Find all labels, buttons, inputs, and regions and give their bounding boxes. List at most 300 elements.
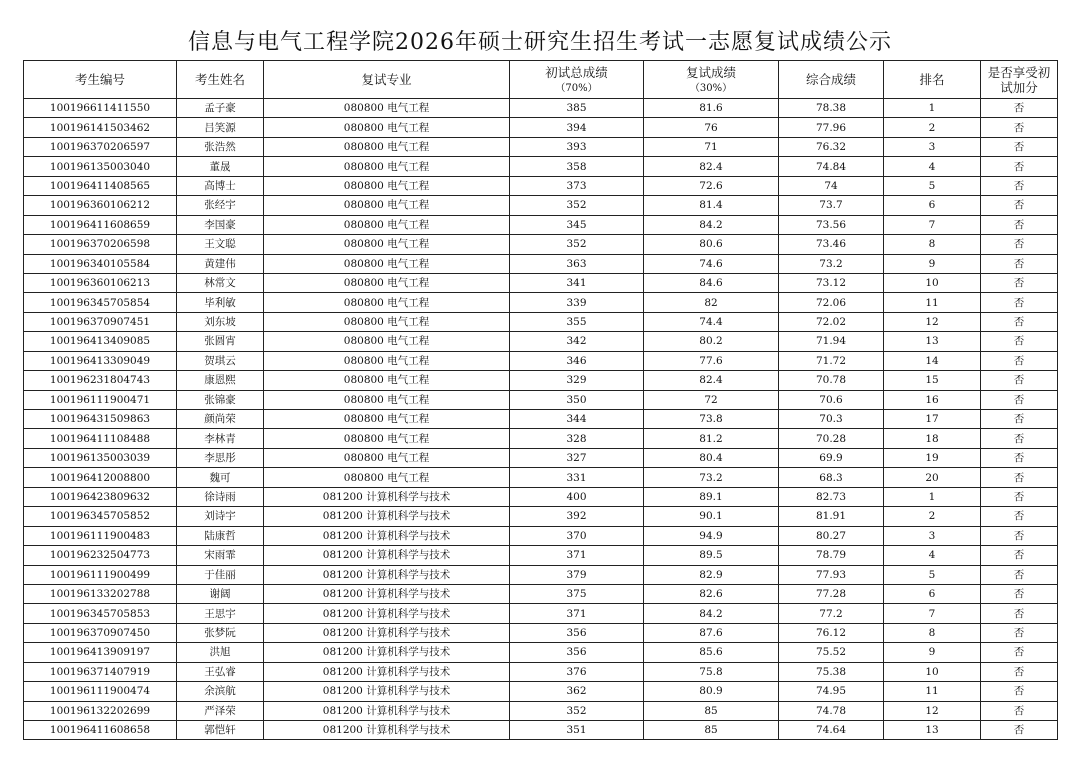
cell-rank: 7 xyxy=(884,604,981,623)
cell-total-score: 77.93 xyxy=(779,565,884,584)
cell-bonus: 否 xyxy=(981,157,1058,176)
cell-name: 张经宇 xyxy=(177,196,264,215)
header-row xyxy=(24,61,1058,99)
cell-name: 洪旭 xyxy=(177,643,264,662)
cell-bonus: 否 xyxy=(981,721,1058,740)
cell-rank: 5 xyxy=(884,176,981,195)
cell-rank: 12 xyxy=(884,701,981,720)
cell-retest-score: 73.2 xyxy=(644,468,779,487)
cell-total-score: 76.12 xyxy=(779,623,884,642)
cell-bonus: 否 xyxy=(981,565,1058,584)
cell-initial-score: 352 xyxy=(510,235,644,254)
cell-retest-score: 84.2 xyxy=(644,215,779,234)
cell-major: 080800 电气工程 xyxy=(264,137,510,156)
cell-total-score: 73.46 xyxy=(779,235,884,254)
cell-major: 080800 电气工程 xyxy=(264,99,510,118)
cell-id: 100196370206597 xyxy=(24,137,177,156)
cell-retest-score: 81.4 xyxy=(644,196,779,215)
cell-name: 黄建伟 xyxy=(177,254,264,273)
table-row xyxy=(24,254,1058,273)
table-row xyxy=(24,99,1058,118)
cell-bonus: 否 xyxy=(981,487,1058,506)
cell-name: 于佳丽 xyxy=(177,565,264,584)
cell-name: 张梦阮 xyxy=(177,623,264,642)
cell-retest-score: 80.2 xyxy=(644,332,779,351)
cell-major: 081200 计算机科学与技术 xyxy=(264,546,510,565)
cell-major: 080800 电气工程 xyxy=(264,254,510,273)
header-retest-label: 复试成绩 xyxy=(685,64,736,80)
table-row xyxy=(24,526,1058,545)
cell-retest-score: 82.4 xyxy=(644,371,779,390)
cell-retest-score: 85 xyxy=(644,701,779,720)
cell-major: 080800 电气工程 xyxy=(264,429,510,448)
cell-major: 081200 计算机科学与技术 xyxy=(264,623,510,642)
cell-bonus: 否 xyxy=(981,526,1058,545)
cell-bonus: 否 xyxy=(981,390,1058,409)
score-table xyxy=(23,60,1058,740)
cell-total-score: 74.64 xyxy=(779,721,884,740)
cell-major: 081200 计算机科学与技术 xyxy=(264,701,510,720)
cell-bonus: 否 xyxy=(981,371,1058,390)
cell-total-score: 73.7 xyxy=(779,196,884,215)
cell-bonus: 否 xyxy=(981,604,1058,623)
table-row xyxy=(24,273,1058,292)
cell-retest-score: 71 xyxy=(644,137,779,156)
table-row xyxy=(24,176,1058,195)
cell-name: 谢阔 xyxy=(177,584,264,603)
cell-id: 100196423809632 xyxy=(24,487,177,506)
cell-initial-score: 373 xyxy=(510,176,644,195)
cell-major: 080800 电气工程 xyxy=(264,448,510,467)
header-initial-label: 初试总成绩 xyxy=(545,64,608,80)
cell-name: 王弘睿 xyxy=(177,662,264,681)
cell-rank: 17 xyxy=(884,410,981,429)
cell-total-score: 75.52 xyxy=(779,643,884,662)
cell-bonus: 否 xyxy=(981,662,1058,681)
cell-id: 100196411408565 xyxy=(24,176,177,195)
cell-retest-score: 81.6 xyxy=(644,99,779,118)
cell-rank: 19 xyxy=(884,448,981,467)
cell-name: 徐诗雨 xyxy=(177,487,264,506)
cell-major: 081200 计算机科学与技术 xyxy=(264,604,510,623)
cell-name: 颜尚荣 xyxy=(177,410,264,429)
cell-retest-score: 82.4 xyxy=(644,157,779,176)
table-row xyxy=(24,312,1058,331)
cell-rank: 4 xyxy=(884,546,981,565)
cell-rank: 16 xyxy=(884,390,981,409)
cell-retest-score: 84.2 xyxy=(644,604,779,623)
cell-bonus: 否 xyxy=(981,682,1058,701)
table-row xyxy=(24,584,1058,603)
cell-retest-score: 75.8 xyxy=(644,662,779,681)
cell-total-score: 73.56 xyxy=(779,215,884,234)
cell-rank: 3 xyxy=(884,137,981,156)
cell-name: 王文聪 xyxy=(177,235,264,254)
cell-id: 100196141503462 xyxy=(24,118,177,137)
cell-initial-score: 379 xyxy=(510,565,644,584)
cell-rank: 12 xyxy=(884,312,981,331)
cell-major: 080800 电气工程 xyxy=(264,468,510,487)
cell-retest-score: 90.1 xyxy=(644,507,779,526)
cell-total-score: 72.02 xyxy=(779,312,884,331)
table-row xyxy=(24,448,1058,467)
header-name: 考生姓名 xyxy=(177,61,264,99)
cell-retest-score: 80.6 xyxy=(644,235,779,254)
table-row xyxy=(24,410,1058,429)
cell-total-score: 77.2 xyxy=(779,604,884,623)
header-bonus-label: 是否享受初试加分 xyxy=(987,64,1051,95)
cell-bonus: 否 xyxy=(981,293,1058,312)
cell-rank: 1 xyxy=(884,99,981,118)
cell-retest-score: 94.9 xyxy=(644,526,779,545)
table-row xyxy=(24,196,1058,215)
table-row xyxy=(24,468,1058,487)
cell-id: 100196345705854 xyxy=(24,293,177,312)
cell-retest-score: 76 xyxy=(644,118,779,137)
cell-id: 100196411608658 xyxy=(24,721,177,740)
cell-bonus: 否 xyxy=(981,312,1058,331)
cell-initial-score: 352 xyxy=(510,701,644,720)
cell-major: 081200 计算机科学与技术 xyxy=(264,507,510,526)
cell-total-score: 72.06 xyxy=(779,293,884,312)
cell-id: 100196345705852 xyxy=(24,507,177,526)
cell-initial-score: 346 xyxy=(510,351,644,370)
cell-major: 081200 计算机科学与技术 xyxy=(264,643,510,662)
cell-retest-score: 84.6 xyxy=(644,273,779,292)
cell-name: 郭恺轩 xyxy=(177,721,264,740)
cell-id: 100196371407919 xyxy=(24,662,177,681)
cell-bonus: 否 xyxy=(981,99,1058,118)
cell-id: 100196412008800 xyxy=(24,468,177,487)
cell-retest-score: 82 xyxy=(644,293,779,312)
cell-initial-score: 331 xyxy=(510,468,644,487)
cell-major: 081200 计算机科学与技术 xyxy=(264,662,510,681)
table-row xyxy=(24,623,1058,642)
cell-retest-score: 89.5 xyxy=(644,546,779,565)
cell-major: 080800 电气工程 xyxy=(264,215,510,234)
cell-initial-score: 400 xyxy=(510,487,644,506)
cell-id: 100196111900471 xyxy=(24,390,177,409)
header-initial-weight: （70%） xyxy=(555,82,598,94)
cell-name: 林常文 xyxy=(177,273,264,292)
cell-initial-score: 344 xyxy=(510,410,644,429)
cell-rank: 2 xyxy=(884,507,981,526)
table-row xyxy=(24,701,1058,720)
cell-retest-score: 82.6 xyxy=(644,584,779,603)
cell-rank: 7 xyxy=(884,215,981,234)
cell-name: 王思宇 xyxy=(177,604,264,623)
cell-id: 100196413309049 xyxy=(24,351,177,370)
cell-total-score: 78.79 xyxy=(779,546,884,565)
cell-id: 100196370206598 xyxy=(24,235,177,254)
cell-retest-score: 74.6 xyxy=(644,254,779,273)
cell-total-score: 71.94 xyxy=(779,332,884,351)
cell-major: 081200 计算机科学与技术 xyxy=(264,487,510,506)
table-row xyxy=(24,682,1058,701)
cell-rank: 10 xyxy=(884,662,981,681)
table-row xyxy=(24,215,1058,234)
cell-major: 081200 计算机科学与技术 xyxy=(264,584,510,603)
cell-total-score: 74.95 xyxy=(779,682,884,701)
cell-rank: 4 xyxy=(884,157,981,176)
cell-id: 100196232504773 xyxy=(24,546,177,565)
cell-rank: 3 xyxy=(884,526,981,545)
cell-bonus: 否 xyxy=(981,351,1058,370)
cell-total-score: 71.72 xyxy=(779,351,884,370)
cell-initial-score: 339 xyxy=(510,293,644,312)
cell-bonus: 否 xyxy=(981,332,1058,351)
cell-id: 100196132202699 xyxy=(24,701,177,720)
cell-total-score: 70.78 xyxy=(779,371,884,390)
cell-initial-score: 392 xyxy=(510,507,644,526)
cell-bonus: 否 xyxy=(981,215,1058,234)
cell-rank: 1 xyxy=(884,487,981,506)
cell-major: 080800 电气工程 xyxy=(264,196,510,215)
cell-bonus: 否 xyxy=(981,254,1058,273)
cell-initial-score: 371 xyxy=(510,604,644,623)
table-row xyxy=(24,487,1058,506)
header-rank: 排名 xyxy=(884,61,981,99)
cell-name: 宋雨霏 xyxy=(177,546,264,565)
cell-bonus: 否 xyxy=(981,410,1058,429)
cell-rank: 8 xyxy=(884,235,981,254)
cell-rank: 14 xyxy=(884,351,981,370)
cell-initial-score: 350 xyxy=(510,390,644,409)
cell-total-score: 69.9 xyxy=(779,448,884,467)
cell-bonus: 否 xyxy=(981,623,1058,642)
cell-id: 100196135003040 xyxy=(24,157,177,176)
cell-rank: 18 xyxy=(884,429,981,448)
table-row xyxy=(24,118,1058,137)
cell-rank: 11 xyxy=(884,293,981,312)
cell-total-score: 68.3 xyxy=(779,468,884,487)
cell-name: 刘东坡 xyxy=(177,312,264,331)
cell-initial-score: 356 xyxy=(510,623,644,642)
cell-bonus: 否 xyxy=(981,507,1058,526)
cell-total-score: 73.2 xyxy=(779,254,884,273)
cell-id: 100196411108488 xyxy=(24,429,177,448)
cell-bonus: 否 xyxy=(981,196,1058,215)
header-id: 考生编号 xyxy=(24,61,177,99)
cell-major: 080800 电气工程 xyxy=(264,410,510,429)
table-row xyxy=(24,662,1058,681)
cell-name: 贺琪云 xyxy=(177,351,264,370)
cell-major: 081200 计算机科学与技术 xyxy=(264,721,510,740)
table-row xyxy=(24,371,1058,390)
table-row xyxy=(24,721,1058,740)
cell-retest-score: 77.6 xyxy=(644,351,779,370)
cell-retest-score: 72.6 xyxy=(644,176,779,195)
cell-id: 100196611411550 xyxy=(24,99,177,118)
cell-id: 100196133202788 xyxy=(24,584,177,603)
cell-id: 100196413909197 xyxy=(24,643,177,662)
cell-rank: 6 xyxy=(884,584,981,603)
cell-name: 孟子豪 xyxy=(177,99,264,118)
cell-initial-score: 345 xyxy=(510,215,644,234)
cell-id: 100196231804743 xyxy=(24,371,177,390)
cell-id: 100196345705853 xyxy=(24,604,177,623)
cell-retest-score: 80.9 xyxy=(644,682,779,701)
cell-initial-score: 356 xyxy=(510,643,644,662)
cell-total-score: 70.6 xyxy=(779,390,884,409)
cell-id: 100196135003039 xyxy=(24,448,177,467)
cell-total-score: 82.73 xyxy=(779,487,884,506)
table-row xyxy=(24,293,1058,312)
cell-major: 081200 计算机科学与技术 xyxy=(264,682,510,701)
cell-major: 080800 电气工程 xyxy=(264,176,510,195)
cell-name: 严泽荣 xyxy=(177,701,264,720)
cell-name: 魏可 xyxy=(177,468,264,487)
cell-rank: 2 xyxy=(884,118,981,137)
cell-name: 毕利敏 xyxy=(177,293,264,312)
header-initial-score xyxy=(510,61,644,99)
cell-retest-score: 81.2 xyxy=(644,429,779,448)
cell-rank: 6 xyxy=(884,196,981,215)
cell-name: 李思彤 xyxy=(177,448,264,467)
table-row xyxy=(24,429,1058,448)
cell-id: 100196413409085 xyxy=(24,332,177,351)
cell-total-score: 74.84 xyxy=(779,157,884,176)
cell-id: 100196370907450 xyxy=(24,623,177,642)
table-row xyxy=(24,546,1058,565)
cell-retest-score: 82.9 xyxy=(644,565,779,584)
cell-initial-score: 355 xyxy=(510,312,644,331)
cell-initial-score: 358 xyxy=(510,157,644,176)
cell-name: 康恩熙 xyxy=(177,371,264,390)
cell-total-score: 78.38 xyxy=(779,99,884,118)
table-row xyxy=(24,565,1058,584)
cell-id: 100196360106213 xyxy=(24,273,177,292)
header-retest-weight: （30%） xyxy=(689,82,733,94)
table-row xyxy=(24,235,1058,254)
cell-rank: 11 xyxy=(884,682,981,701)
cell-rank: 9 xyxy=(884,254,981,273)
cell-major: 080800 电气工程 xyxy=(264,273,510,292)
cell-id: 100196411608659 xyxy=(24,215,177,234)
cell-initial-score: 385 xyxy=(510,99,644,118)
cell-bonus: 否 xyxy=(981,584,1058,603)
cell-initial-score: 362 xyxy=(510,682,644,701)
cell-initial-score: 371 xyxy=(510,546,644,565)
cell-total-score: 80.27 xyxy=(779,526,884,545)
cell-initial-score: 342 xyxy=(510,332,644,351)
cell-major: 081200 计算机科学与技术 xyxy=(264,526,510,545)
cell-initial-score: 393 xyxy=(510,137,644,156)
cell-initial-score: 370 xyxy=(510,526,644,545)
cell-bonus: 否 xyxy=(981,176,1058,195)
table-row xyxy=(24,390,1058,409)
page-title: 信息与电气工程学院2026年硕士研究生招生考试一志愿复试成绩公示 xyxy=(188,30,892,55)
header-total-score: 综合成绩 xyxy=(779,61,884,99)
cell-retest-score: 87.6 xyxy=(644,623,779,642)
cell-initial-score: 327 xyxy=(510,448,644,467)
cell-initial-score: 352 xyxy=(510,196,644,215)
cell-total-score: 77.96 xyxy=(779,118,884,137)
cell-retest-score: 73.8 xyxy=(644,410,779,429)
cell-initial-score: 394 xyxy=(510,118,644,137)
table-row xyxy=(24,332,1058,351)
cell-bonus: 否 xyxy=(981,468,1058,487)
cell-bonus: 否 xyxy=(981,546,1058,565)
cell-major: 080800 电气工程 xyxy=(264,118,510,137)
cell-rank: 10 xyxy=(884,273,981,292)
header-major: 复试专业 xyxy=(264,61,510,99)
cell-major: 080800 电气工程 xyxy=(264,293,510,312)
cell-initial-score: 376 xyxy=(510,662,644,681)
cell-bonus: 否 xyxy=(981,137,1058,156)
cell-bonus: 否 xyxy=(981,429,1058,448)
cell-rank: 13 xyxy=(884,332,981,351)
cell-bonus: 否 xyxy=(981,448,1058,467)
cell-name: 李林青 xyxy=(177,429,264,448)
cell-rank: 5 xyxy=(884,565,981,584)
cell-name: 陆康哲 xyxy=(177,526,264,545)
cell-total-score: 75.38 xyxy=(779,662,884,681)
cell-name: 余滨航 xyxy=(177,682,264,701)
cell-retest-score: 85.6 xyxy=(644,643,779,662)
cell-rank: 13 xyxy=(884,721,981,740)
header-bonus xyxy=(981,61,1058,99)
cell-bonus: 否 xyxy=(981,235,1058,254)
cell-id: 100196370907451 xyxy=(24,312,177,331)
cell-name: 李国豪 xyxy=(177,215,264,234)
cell-major: 081200 计算机科学与技术 xyxy=(264,565,510,584)
cell-total-score: 73.12 xyxy=(779,273,884,292)
cell-major: 080800 电气工程 xyxy=(264,371,510,390)
cell-name: 高博士 xyxy=(177,176,264,195)
cell-initial-score: 329 xyxy=(510,371,644,390)
cell-bonus: 否 xyxy=(981,643,1058,662)
cell-initial-score: 351 xyxy=(510,721,644,740)
cell-total-score: 74 xyxy=(779,176,884,195)
cell-total-score: 76.32 xyxy=(779,137,884,156)
cell-name: 刘诗宇 xyxy=(177,507,264,526)
cell-total-score: 70.3 xyxy=(779,410,884,429)
cell-major: 080800 电气工程 xyxy=(264,312,510,331)
table-row xyxy=(24,604,1058,623)
table-body xyxy=(24,99,1058,740)
cell-major: 080800 电气工程 xyxy=(264,332,510,351)
cell-name: 吕笑源 xyxy=(177,118,264,137)
cell-major: 080800 电气工程 xyxy=(264,390,510,409)
cell-total-score: 70.28 xyxy=(779,429,884,448)
cell-total-score: 81.91 xyxy=(779,507,884,526)
cell-major: 080800 电气工程 xyxy=(264,351,510,370)
cell-initial-score: 375 xyxy=(510,584,644,603)
cell-total-score: 77.28 xyxy=(779,584,884,603)
cell-id: 100196111900474 xyxy=(24,682,177,701)
cell-id: 100196340105584 xyxy=(24,254,177,273)
cell-bonus: 否 xyxy=(981,118,1058,137)
cell-initial-score: 341 xyxy=(510,273,644,292)
cell-bonus: 否 xyxy=(981,701,1058,720)
cell-rank: 9 xyxy=(884,643,981,662)
cell-retest-score: 80.4 xyxy=(644,448,779,467)
cell-id: 100196431509863 xyxy=(24,410,177,429)
cell-name: 张锦豪 xyxy=(177,390,264,409)
cell-rank: 15 xyxy=(884,371,981,390)
cell-id: 100196360106212 xyxy=(24,196,177,215)
cell-initial-score: 363 xyxy=(510,254,644,273)
table-row xyxy=(24,643,1058,662)
cell-rank: 8 xyxy=(884,623,981,642)
table-row xyxy=(24,157,1058,176)
cell-rank: 20 xyxy=(884,468,981,487)
table-row xyxy=(24,351,1058,370)
cell-retest-score: 74.4 xyxy=(644,312,779,331)
cell-major: 080800 电气工程 xyxy=(264,235,510,254)
cell-name: 董晟 xyxy=(177,157,264,176)
